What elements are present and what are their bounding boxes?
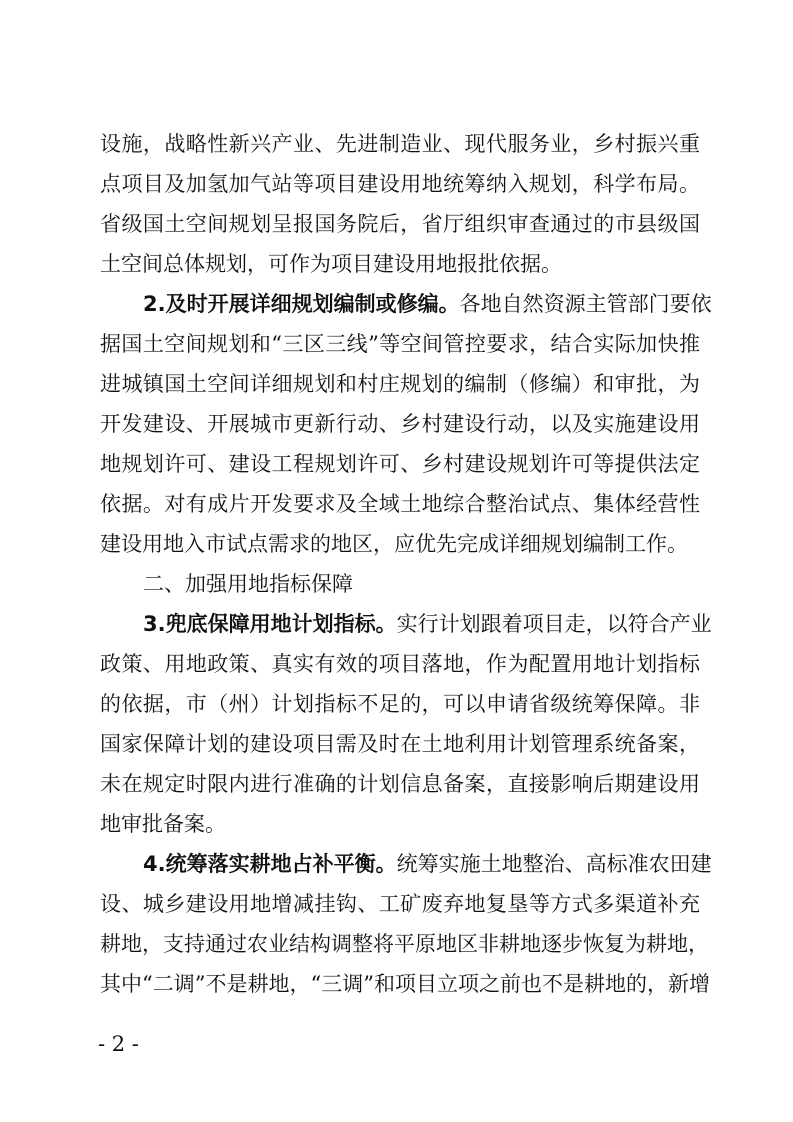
paragraph-line: 依据。对有成片开发要求及全域土地综合整治试点、集体经营性: [100, 492, 700, 516]
paragraph-line: 省级国土空间规划呈报国务院后，省厅组织审查通过的市县级国: [100, 212, 700, 236]
paragraph-line: 未在规定时限内进行准确的计划信息备案，直接影响后期建设用: [100, 772, 700, 796]
item-title: 4.统筹落实耕地占补平衡。: [143, 852, 397, 876]
paragraph-line: 耕地，支持通过农业结构调整将平原地区非耕地逐步恢复为耕地，: [100, 932, 709, 956]
paragraph-line: 3.兜底保障用地计划指标。实行计划跟着项目走，以符合产业: [143, 612, 712, 636]
section-heading: 二、加强用地指标保障: [143, 572, 353, 596]
paragraph-line: 地规划许可、建设工程规划许可、乡村建设规划许可等提供法定: [100, 452, 700, 476]
paragraph-line: 地审批备案。: [100, 812, 226, 836]
item-title: 2.及时开展详细规划编制或修编。: [143, 292, 460, 316]
paragraph-line: 据国土空间规划和“三区三线”等空间管控要求，结合实际加快推: [100, 332, 700, 356]
paragraph-line: 国家保障计划的建设项目需及时在土地利用计划管理系统备案，: [100, 732, 700, 756]
paragraph-line: 设施，战略性新兴产业、先进制造业、现代服务业，乡村振兴重: [100, 132, 700, 156]
paragraph-line: 4.统筹落实耕地占补平衡。统筹实施土地整治、高标准农田建: [143, 852, 712, 876]
paragraph-line: 政策、用地政策、真实有效的项目落地，作为配置用地计划指标: [100, 652, 700, 676]
paragraph-line: 建设用地入市试点需求的地区，应优先完成详细规划编制工作。: [100, 532, 688, 556]
paragraph-line: 进城镇国土空间详细规划和村庄规划的编制（修编）和审批，为: [100, 372, 700, 396]
paragraph-line: 点项目及加氢加气站等项目建设用地统筹纳入规划，科学布局。: [100, 172, 700, 196]
paragraph-line: 2.及时开展详细规划编制或修编。各地自然资源主管部门要依: [143, 292, 712, 316]
paragraph-line: 其中“二调”不是耕地，“三调”和项目立项之前也不是耕地的，新增: [100, 972, 710, 996]
item-title: 3.兜底保障用地计划指标。: [143, 612, 397, 636]
paragraph-line: 的依据，市（州）计划指标不足的，可以申请省级统筹保障。非: [100, 692, 700, 716]
paragraph-line: 开发建设、开展城市更新行动、乡村建设行动，以及实施建设用: [100, 412, 700, 436]
page-number: - 2 -: [98, 1032, 139, 1056]
paragraph-line: 设、城乡建设用地增减挂钩、工矿废弃地复垦等方式多渠道补充: [100, 892, 700, 916]
paragraph-line: 土空间总体规划，可作为项目建设用地报批依据。: [100, 252, 562, 276]
